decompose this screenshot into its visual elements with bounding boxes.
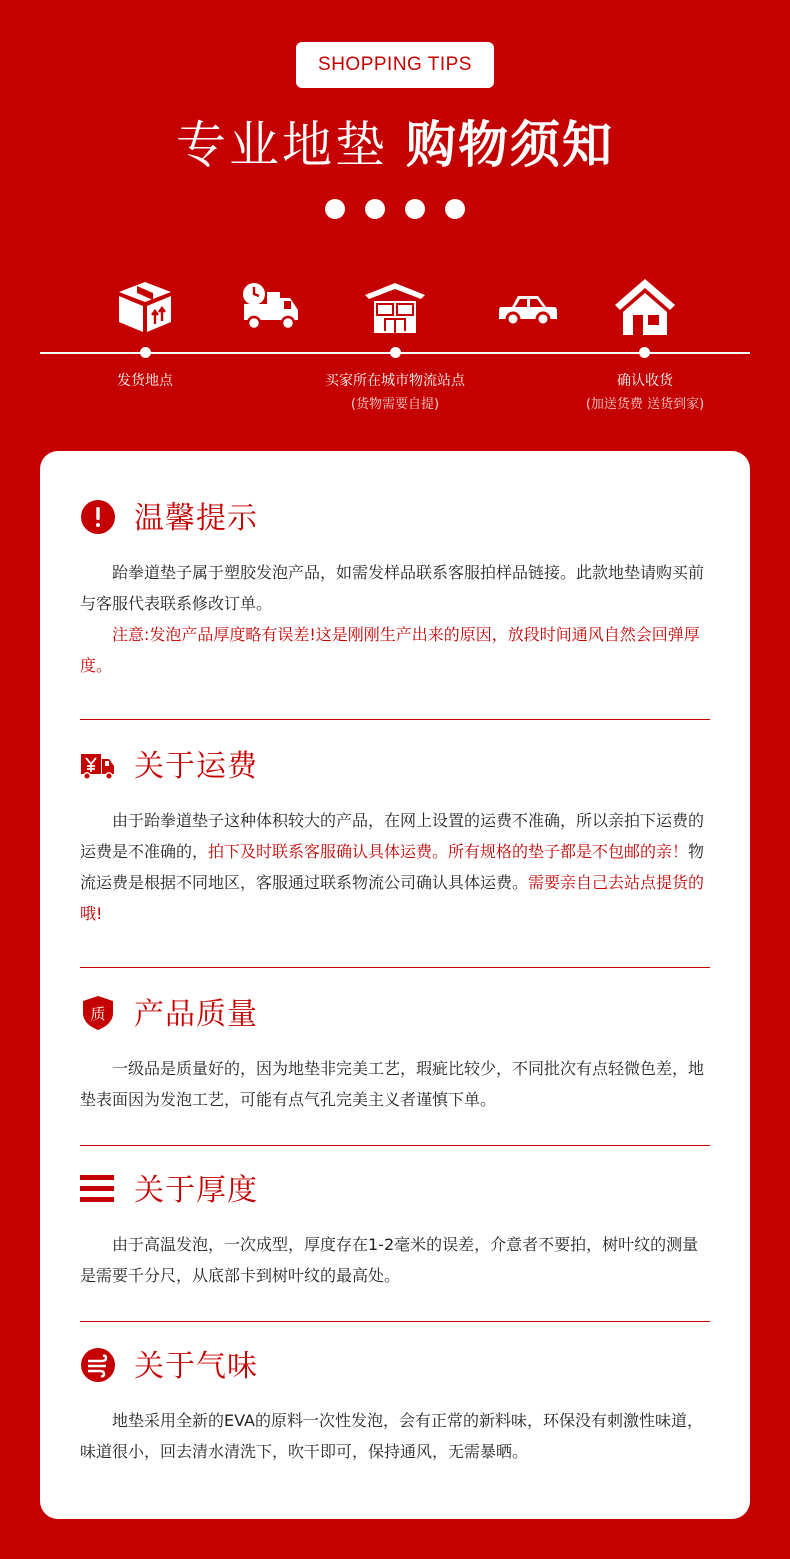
timeline-dot <box>390 347 401 358</box>
step-label-ship-from: 发货地点 <box>117 373 173 389</box>
step-sub-home-delivery: (加送货费 送货到家) <box>585 397 705 412</box>
dot <box>325 199 345 219</box>
divider <box>80 1321 710 1322</box>
tips-paragraph: 跆拳道垫子属于塑胶发泡产品，如需发样品联系客服拍样品链接。此款地垫请购买前与客服代表联系修改订单。 <box>80 563 705 613</box>
tips-notice: 注意:发泡产品厚度略有误差!这是刚刚生产出来的原因，放段时间通风自然会回弹厚度。 <box>80 625 700 675</box>
delivery-truck-clock-icon <box>240 282 300 330</box>
shipping-text-d: 需要亲自己去站点提货的哦! <box>80 873 705 923</box>
divider <box>80 719 710 720</box>
thickness-paragraph: 由于高温发泡，一次成型，厚度存在1-2毫米的误差，介意者不要拍，树叶纹的测量是需要千分尺，从底部卡到树叶纹的最高处。 <box>80 1235 699 1285</box>
page-title <box>0 110 790 180</box>
dot <box>445 199 465 219</box>
section-heading-shipping: 关于运费 <box>134 749 258 784</box>
exclamation-icon <box>80 499 116 535</box>
svg-text:质: 质 <box>90 1005 106 1023</box>
dot <box>405 199 425 219</box>
decorative-dots <box>325 199 465 219</box>
quality-shield-icon <box>80 995 116 1031</box>
home-icon <box>615 279 675 335</box>
car-icon <box>498 293 558 327</box>
step-label-confirm-receipt: 确认收货 <box>617 373 673 389</box>
section-heading-thickness: 关于厚度 <box>134 1173 258 1208</box>
divider <box>80 967 710 968</box>
notice-card <box>40 451 750 1519</box>
quality-paragraph: 一级品是质量好的，因为地垫非完美工艺，瑕疵比较少，不同批次有点轻微色差，地垫表面因为发泡工艺，可能有点气孔完美主义者谨慎下单。 <box>80 1059 705 1109</box>
step-sub-self-pickup: (货物需要自提) <box>350 397 440 412</box>
section-heading-smell: 关于气味 <box>134 1349 258 1384</box>
section-heading-tips: 温馨提示 <box>134 501 258 536</box>
wind-smell-icon <box>80 1347 116 1383</box>
smell-paragraph: 地垫采用全新的EVA的原料一次性发泡，会有正常的新料味，环保没有刺激性味道，味道很小，回去清水清洗下，吹干即可，保持通风，无需暴晒。 <box>80 1411 703 1461</box>
shipping-fee-truck-icon <box>80 747 116 783</box>
title-bold: 购物须知 <box>406 116 614 174</box>
warehouse-icon <box>365 283 425 333</box>
title-light: 专业地垫 <box>176 116 388 174</box>
shipping-text-c: 物流运费是根据不同地区，客服通过联系物流公司确认具体运费。 <box>80 842 705 892</box>
shopping-tips-badge: SHOPPING TIPS <box>296 42 494 88</box>
shipping-text-b: 拍下及时联系客服确认具体运费。所有规格的垫子都是不包邮的亲！ <box>208 842 689 861</box>
step-label-logistics-station: 买家所在城市物流站点 <box>325 373 465 389</box>
timeline-dot <box>639 347 650 358</box>
thickness-lines-icon <box>80 1171 116 1207</box>
timeline-dot <box>140 347 151 358</box>
dot <box>365 199 385 219</box>
package-box-icon <box>117 280 173 334</box>
divider <box>80 1145 710 1146</box>
section-heading-quality: 产品质量 <box>134 997 258 1032</box>
shipping-paragraph <box>80 805 710 929</box>
shipping-text-a: 由于跆拳道垫子这种体积较大的产品，在网上设置的运费不准确，所以亲拍下运费的运费是不准确的， <box>80 811 705 861</box>
